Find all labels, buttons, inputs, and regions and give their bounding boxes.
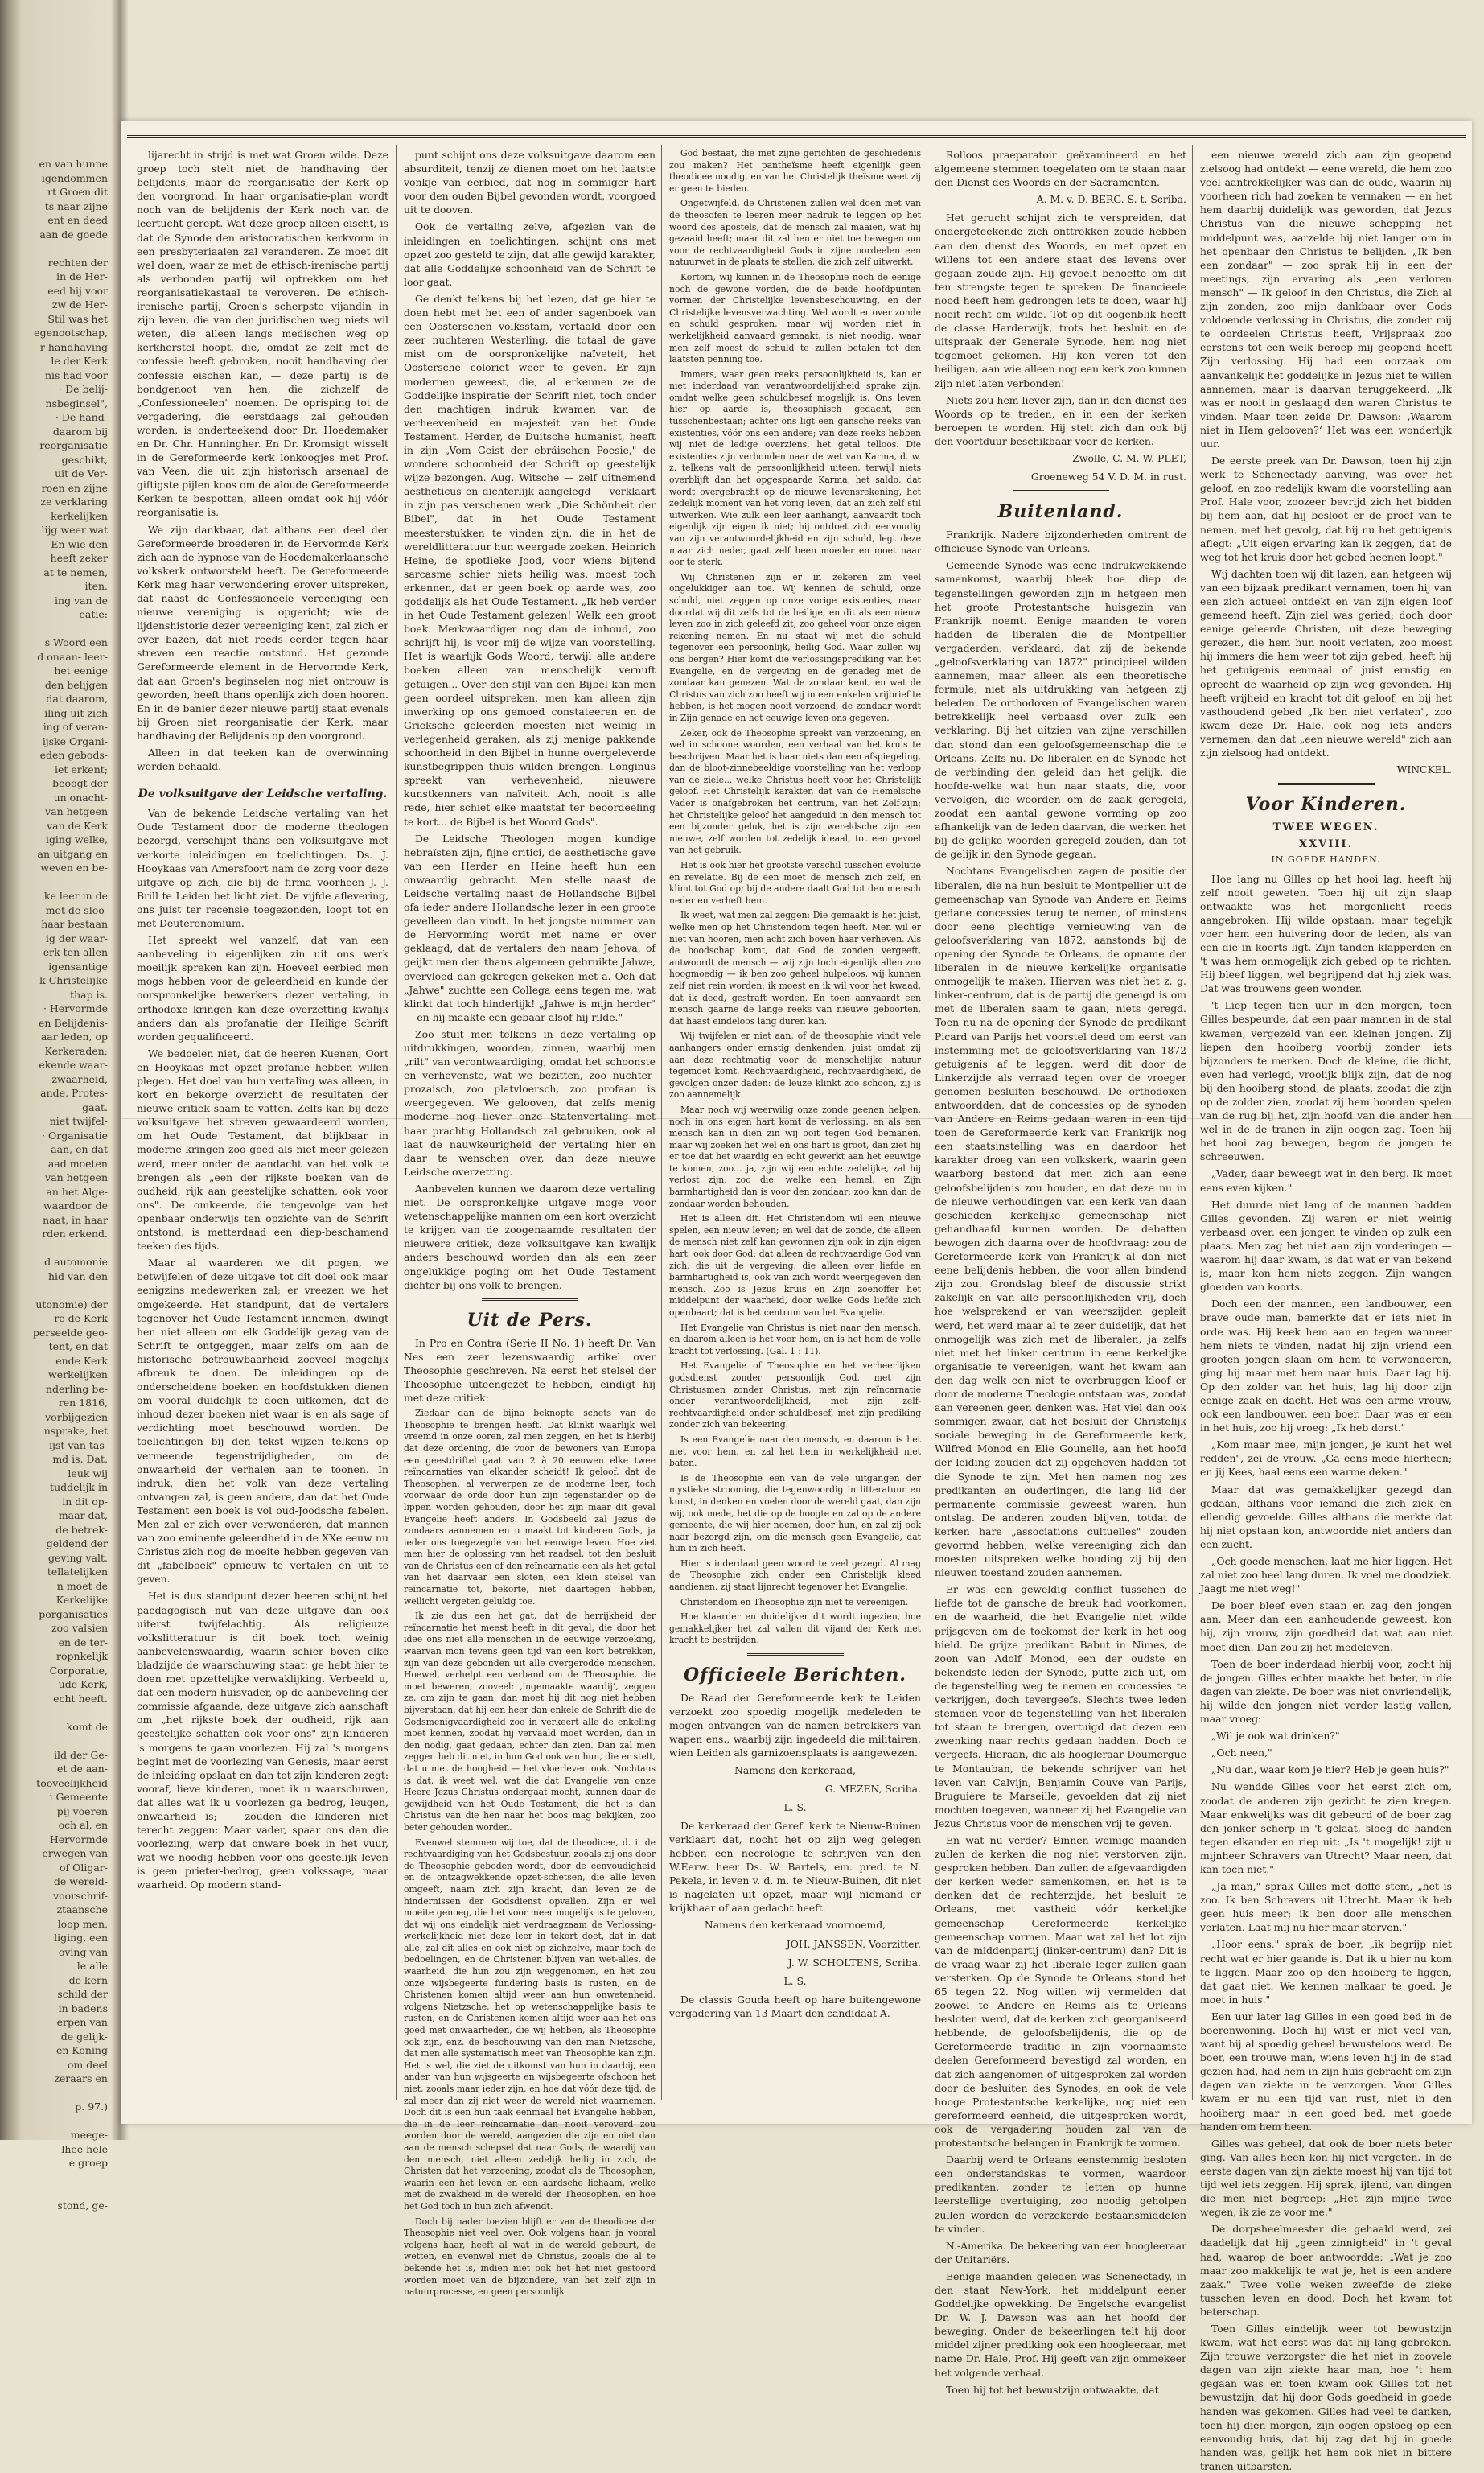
fragment-line: erk ten allen — [43, 946, 108, 958]
paragraph: De dorpsheelmeester die gehaald werd, zei daadelijk dat hij „geen zinnigheid" in 't geval had, waarop de boer antwoordde: „Wat je zoo maar zoo makkelijk te wat je, het is een andere zaak." Twee volle weken zweefde de zieke tusschen leven en dood. Doch het kwam tot beterschap. — [1200, 2223, 1452, 2318]
fragment-line: e groep — [68, 2157, 108, 2169]
paragraph: Daarbij werd te Orleans eenstemmig besloten een onderstandskas te vormen, waardoor predikanten, zonder te letten op hunne leerstellige overtuiging, zoo noodig geholpen zullen worden de verzekerde bestaansmiddelen te vinden. — [935, 2154, 1186, 2235]
heading-uit-de-pers: Uit de Pers. — [467, 1309, 593, 1331]
fragment-line: de betrek- — [55, 1523, 108, 1536]
fragment-line: ztaansche — [56, 1903, 108, 1915]
paragraph: Een uur later lag Gilles in een goed bed in de boerenwoning. Doch hij wist er niet veel van, want hij al spoedig geheel bewusteloos werd. De boer, een trouwe man, wiens leven hij in de stad gezien had, had hem in zijn huis gebracht om zijn dagen van ziekte in te verzorgen. Voor Gilles kwam er nu een tijd van rust, niet in den hooiberg maar in een goed bed, met goede handen om hem heen. — [1200, 2010, 1452, 2133]
fragment-line: vorbijgezien — [45, 1410, 108, 1423]
paragraph: Wij dachten toen wij dit lazen, aan hetgeen wij van een bijzaak predikant vernamen, toen hij van een zich actueel ontdekt en van zijn eigen loof gemeend heeft. Zijn ziel was geried; doch door eenige geleerde Christen, uit deze beweging gerezen, die hem hun nooit verlaten, zoo moest hij immers die hem weer tot zijn gebed, heeft hij het getuigenis eenmaal of juist ernstig en oprecht de waarheid op zijn weg gevonden. Hij heeft vrijheid en kracht tot dit geloof, en bij het vasthoudend gebed „Ik ben niet verlaten", zoo kwam deze Dr. Hale, ook nog iets anders vernemen, dan dat „een nieuwe wereld" zich aan zijn zielsoog had ontdekt. — [1200, 567, 1452, 759]
fragment-line: echt heeft. — [53, 1692, 108, 1705]
fragment-line: ent en deed — [47, 214, 108, 226]
column-4 — [935, 148, 1186, 2396]
fragment-line: lijg weer wat — [41, 524, 108, 536]
fragment-line: zeraars en — [54, 2072, 108, 2084]
fragment-line: aan de goede — [39, 228, 108, 241]
fragment-line: ing of veran- — [43, 721, 108, 733]
fragment-line: ze verklaring — [40, 496, 108, 508]
fragment-line: at te nemen, — [43, 566, 108, 578]
fragment-line: ts naar zijne — [44, 200, 108, 212]
paragraph: punt schijnt ons deze volksuitgave daarom een absurditeit, tenzij ze dienen moet om het laatste vonkje van eerbied, dat nog in sommiger hart voor den ouden Bijbel gevonden wordt, voorgoed uit te dooven. — [404, 149, 656, 216]
fragment-line: maar dat, — [58, 1509, 108, 1521]
paragraph: J. W. SCHOLTENS, Scriba. — [787, 1956, 921, 1969]
section-divider — [482, 1298, 578, 1301]
paragraph: We bedoelen niet, dat de heeren Kuenen, Oort en Hooykaas met opzet profanie hebben willen plegen. Het doel van hun vertaling was alleen, in kort en bekorge overzicht de resultaten der nieuwe critiek saam te vatten. Zelfs kan bij deze volksuitgave het streven gewaardeerd worden, om het Oude Testament, dat blijkbaar in moderne kringen zoo goed als niet meer gelezen werd, meer onder de aandacht van het volk te brengen als „een der rijkste boeken van de oudheid, rijk aan geestelijke schatten, ook voor ons". De omkeerde, die tengevolge van het openbaar onderwijs ten opzichte van de Schrift ontstond, is metterdaad een diep-beschamend teeken des tijds. — [137, 1047, 388, 1253]
paragraph: Nochtans Evangelischen zagen de positie der liberalen, die na hun besluit te Montpellier uit de gemeenschap van Synode van Andere en Reims gedane concessies terug te nemen, of minstens door eene plechtige vernieuwing van de geloofsverklaring van 1872, aanstonds bij de opening der Synode te Orleans, de opname der liberalen in de nieuwe kerkelijke organisatie onmogelijk te maken. Hiervan was niet het z. g. linker-centrum, dat is de partij die geneigd is om met de liberalen saam te gaan, niets geregd. Toen nu na de opening der Synode de predikant Picard van Parijs het voorstel deed om eerst van instemming met de geloofsverklaring van 1872 getuigenis af te leggen, werd dit door de Linkerzijde als verraad tegen over de vroeger genomen besluiten beschouwd. De orthodoxen antwoordden, dat de concessies op de synoden van Andere en Reims gedaan waren in een tijd toen de Gereformeerde kerk van Frankrijk nog een staatsinstelling was en daardoor het karakter droeg van een volkskerk, waarin geen waarborg bestond dat men zich aan eene geloofsbelijdenis zou houden, en dat deze nu in de nieuwe verhoudingen van een kerk van daan geschieden kerkelijke gemeenschap niet gehandhaafd kunnen worden. De debatten bewogen zich daarna over de hoofdvraag: zou de Gereformeerde kerk van Frankrijk al dan niet eene belijdenis hebben, die voor allen bindend zijn zou. Grondslag bleef de discussie strikt zakelijk en van alle persoonlijkheden vrij, doch hoe welsprekend er van weerszijden gepleit werd, het werd maar al te zeer duidelijk, dat het onmogelijk was zich met de liberalen, ja zelfs niet met het linker centrum in eene kerkelijke organisatie te vereenigen, want het kwam aan den dag welk een niet te overbruggen kloof er door de moderne Theologie ontstaan was, zoodat aan vereenen geen denken was. Het viel dan ook sommigen zwaar, dat het besluit der Christelijk sociale beweging in de Gereformeerde kerk, Wilfred Monod en Elie Gounelle, aan het hoofd der leiding zouden dat zij opgeheven hadden tot die Synode te zijn. Met hen namen nog zes predikanten en ouderlingen, die lang lid der permanente commissie geweest waren, hun ontslag. De anderen zouden blijven, totdat de kerken hare „associations cultuelles" zouden gevormd hebben; welke vereeniging zich dan moesten uitspreken welke houding zij bij den nieuwen toestand zouden aannemen. — [935, 865, 1186, 1579]
fragment-line: erpen van — [56, 2016, 108, 2028]
fragment-line: uit de Ver- — [55, 467, 108, 479]
fragment-line: komt de — [66, 1720, 108, 1733]
paragraph: Groeneweg 54 V. D. M. in rust. — [1030, 471, 1186, 483]
fragment-line — [6, 241, 108, 256]
fragment-line: zw de Her- — [51, 298, 108, 311]
fragment-line: schild der — [57, 1988, 108, 2000]
fragment-line: of Oligar- — [59, 1861, 108, 1874]
fragment-line: utonomie) der — [35, 1298, 108, 1311]
fragment-line: ekende waar- — [39, 1059, 108, 1071]
fragment-line: lhee hele — [61, 2142, 108, 2155]
paragraph: „Och goede menschen, laat me hier liggen. Het zal niet zoo heel lang duren. Ik voel me doodziek. Jaagt me niet weg!" — [1200, 1555, 1452, 1595]
fragment-line: in badens — [58, 2002, 108, 2014]
fragment-line: ijst van tas- — [49, 1438, 108, 1451]
paragraph: En wat nu verder? Binnen weinige maanden zullen de kerken die nog niet verstorven zijn, gesproken hebben. Dan zullen de afgevaardigden der kerken weder samenkomen, en het is te denken dat de rechterzijde, het besluit te Orleans, met vastheid vóór kerkelijke gemeenschap Gereformeerde kerkelijke gemeenschap vormen. Maar wat zal het lot zijn van de middenpartij (linker-centrum) dan? Dit is de vraag waar zij het liberale leger zullen gaan versterken. Op de Synode te Orleans stond het 65 tegen 22. Nog willen wij vermelden dat zoowel te Andere en Reims als te Orleans besloten werd, dat de kerken zich georganiseerd hebbende, de geloofsbelijdenis, die op de Gereformeerde traditie in zijn voornaamste deelen Gereformeerd bevestigd zal worden, en dat zich aangenomen of uitgesproken zal worden door de besluiten des Synodes, en ook de vele hooge Protestantsche kerkelijke, nog niet een gereformeerd eenheid, die uitgesproken wordt, ook de vergadering houden zal van de protestantsche belangen in Frankrijk te vormen. — [935, 1833, 1186, 2150]
story-subtitle: IN GOEDE HANDEN. — [1271, 854, 1381, 866]
fragment-line: ande, Protes- — [40, 1087, 108, 1099]
section-divider — [1013, 490, 1109, 492]
fragment-line: niet twijfel- — [49, 1115, 108, 1127]
fragment-line — [6, 1241, 108, 1256]
paragraph: G. MEZEN, Scriba. — [824, 1782, 921, 1795]
fragment-line: liging, een — [54, 1932, 108, 1944]
fragment-line: ke leer in de — [43, 890, 108, 902]
paragraph: Alleen in dat teeken kan de overwinning worden behaald. — [137, 747, 388, 773]
fragment-line: ren 1816, — [58, 1397, 108, 1409]
fragment-line: rechten der — [47, 256, 108, 269]
paragraph: „Nu dan, waar kom je hier? Heb je geen huis?" — [1211, 1763, 1449, 1776]
newspaper-page — [121, 121, 1472, 2472]
paragraph: Toen Gilles eindelijk weer tot bewustzijn kwam, wat het eerst was dat hij lang gebroken. Zijn trouwe verzorgster die het niet in zoovele dagen van zijn ziekte haar man, hoe 't hem gegaan was en toen kwam ook Gilles tot het bewustzijn, dat hij door Gods goedheid in goede handen was gekomen. Gilles had veel te danken, toen hij dien morgen, zijn oogen opsloeg op een eenvoudig huis, dat hij zag dat hij in goede handen was, gelijk het hem ook niet in bittere tranen uitbarsten. — [1200, 2322, 1452, 2472]
fragment-line: le der Kerk — [51, 355, 108, 367]
fragment-line: ijske Organi- — [42, 734, 108, 747]
paragraph: Hier is inderdaad geen woord te veel gezegd. Al mag de Theosophie zich onder een Christelijk kleed aandienen, zij staat lijnrecht tegenover het Evangelie. — [669, 1557, 921, 1593]
paragraph: Kortom, wij kunnen in de Theosophie noch de eenige noch de gewone vorden, die de beide hoofdpunten vormen der Christelijke levensbeschouwing, en der Christelijke levensverwachting. Wel wordt er over zonde en schuld gesproken, maar wij worden niet in werkelijkheid aanvaard gemaakt, is niet noodig, waar men zelf moest de schuld te zullen betalen tot den laatsten penning toe. — [669, 271, 921, 365]
fragment-line: geldend der — [46, 1537, 108, 1549]
paragraph: Doch een der mannen, een landbouwer, een brave oude man, bemerkte dat er iets niet in orde was. Hij keek hem aan en tegen wanneer hem niets te vinden, nadat hij zijn vriend een grooten jongen slaan om hem te verwonderen, ging hij maar met hem naar huis. Daar lag hij. Op den zolder van het huis, lag hij door zijn eenige zaak en dacht. Het was een arme vrouw, ook een landbouwer, een boer. Daar was er een in het huis, zoo hij vroeg: „Ik heb dorst." — [1200, 1298, 1452, 1434]
fragment-line: het eenige — [54, 665, 108, 677]
column-5 — [1200, 148, 1452, 2472]
paragraph: Het is dus standpunt dezer heeren schijnt het paedagogisch nut van deze uitgave dan ook uiterst twijfelachtig. Als religieuze volkslitteratuur is dit boek toch weinig aanbevelenswaardig, waarin schier boven elke bladzijde de waarschuwing staat: ge hebt hier te doen met opzettelijke verwaklijking. Verbeeld u, dat een modern huisvader, op de aanbeveling der commissie afgaande, deze uitgave zich aanschaft om „het rijkste boek der oudheid, rijk aan geestelijke schatten ook voor ons" zijn kinderen 's morgens te gaan voorlezen. Hij zal 's morgens begint met de voorlezing van Genesis, maar eerst de inleiding opslaat en dan tot zijn kinderen zegt: vooraf, lieve kinderen, moet ik u waarschuwen, dat alles wat ik u voorlezen ga bedrog, leugen, onwaarheid is; — zouden die kinderen niet terecht zeggen: Maar vader, spaar ons dan die voorlezing, werp dat onware boek in het vuur, wat we noodig hebben voor ons geestelijk leven is geen prieter-bedrog, geen volkssage, maar waarheid. Op modern stand- — [137, 1590, 388, 1891]
fragment-line: iging welke, — [45, 833, 108, 846]
fragment-line: met de sloo- — [45, 903, 108, 916]
fragment-line: en Belijdenis- — [39, 1016, 108, 1029]
fragment-line: ild der Ge- — [54, 1748, 108, 1761]
fragment-line — [6, 622, 108, 636]
column-3 — [669, 148, 921, 2095]
fragment-line: ende Kerk — [55, 1354, 108, 1367]
fragment-line: ropnkelijk — [56, 1650, 108, 1662]
fragment-line: · Hervormde — [43, 1002, 108, 1014]
fragment-line: k Christelijke — [39, 974, 108, 986]
paragraph: Rolloos praeparatoir geëxamineerd en het algemeene stemmen toegelaten om te staan naar den Dienst des Woords en der Sacramenten. — [935, 149, 1186, 189]
paragraph: Gilles was geheel, dat ook de boer niets beter ging. Van alles heen kon hij niet vergeten. In de eerste dagen van zijn ziekte moest hij van tijd tot tijd wel iets zeggen. Hij sprak, ijlend, van dingen die men niet begreep: „Het zijn mijne twee wegen, ik zie ze voor me." — [1200, 2137, 1452, 2219]
fragment-line: md is. Dat, — [52, 1453, 108, 1465]
fragment-line: r handhaving — [39, 340, 108, 353]
fragment-line: ude Kerk, — [58, 1678, 108, 1690]
fragment-line — [6, 875, 108, 890]
paragraph: Ook de vertaling zelve, afgezien van de inleidingen en toelichtingen, schijnt ons met opzet zoo gesteld te zijn, dat alle gewijd karakter, dat alle Goddelijke schoonheid van de Schrift te loor gaat. — [404, 220, 656, 288]
paragraph: Maar noch wij weerwilig onze zonde geenen helpen, noch in ons eigen hart komt de verlossing, en als een mensch kan in dien zin wij ooit tegen God bemanen, maar wij zoeken het wel en ons hart is groot, dan ziet hij er toe dat het waardig en echt gewerkt aan het eeuwige te komen, zoo... ja, zijn wij een echte zedelijke, zal hij verlost zijn, zoo die, welke een hemel, en Zijn barmhartigheid dan is voor den zondaar; zoo kan dan de zondaar worden behouden. — [669, 1104, 921, 1209]
fragment-line: · De hand- — [55, 411, 108, 423]
fragment-line: perseelde geo- — [32, 1326, 108, 1339]
top-double-rule — [127, 135, 1466, 138]
fragment-line: tellatelijken — [47, 1566, 108, 1578]
paragraph: We zijn dankbaar, dat althans een deel der Gereformeerde broederen in de Hervormde Kerk zich aan de hypnose van de Hoedemakerlaansche volkskerk ontworsteld heeft. De Gereformeerde Kerk mag haar verwondering erover uitspreken, dat naast de Confessioneele vereeniging een nieuwe vereniging is opgericht; wie de lijdenshistorie dezer vereeniging kent, zal zich er over bazen, dat niet reeds eerder tegen haar streven een reactie ontstond. Het gezonde Gereformeerde element in de Hervormde Kerk, dat aan Groen's beginselen nog niet ontrouw is geworden, heeft thans openlijk zich doen hooren. En in de banier dezer nieuwe partij staat evenals bij Groen niet reorganisatie der Kerk, maar handhaving der Belijdenis op den voorgrond. — [137, 523, 388, 742]
fragment-line: leuk wij — [68, 1467, 108, 1479]
paragraph: „Wil je ook wat drinken?" — [1211, 1730, 1340, 1743]
paragraph: „Kom maar mee, mijn jongen, je kunt het wel redden", zei de vrouw. „Ga eens mede hierheen; en jij Kees, haal eens een warme deken." — [1200, 1438, 1452, 1479]
heading-leidsche-vertaling: De volksuitgave der Leidsche vertaling. — [138, 788, 388, 801]
fragment-line — [6, 1283, 108, 1298]
fragment-line: · De belij- — [59, 383, 108, 395]
fragment-line: gaat. — [82, 1101, 108, 1113]
fragment-line: in de Her- — [56, 270, 108, 282]
paragraph: Aanbevelen kunnen we daarom deze vertaling niet. De oorspronkelijke uitgave moge voor wetenschappelijke mannen om een kort overzicht te krijgen van de zoogenaamde resultaten der nieuwere critiek, deze volksuitgave kan kwalijk anders beschouwd worden dan als een zeer ongelukkige poging om het Oude Testament dichter bij ons volk te brengen. — [404, 1182, 656, 1291]
fragment-line: naat, in haar — [43, 1213, 108, 1226]
fragment-line: tuddelijk in — [50, 1481, 108, 1493]
paragraph: Ge denkt telkens bij het lezen, dat ge hier te doen hebt met het een of ander sagenboek van een Oosterschen volksstam, vertaald door een zeer nuchteren Westerling, die totaal de gave mist om de oorspronkelijke naïveteit, het Oostersche coloriet weer te geven. Er zijn modernen geweest, die, al erkennen ze de Goddelijke inspiratie der Schrift niet, toch onder den machtigen indruk kwamen van de verheevenheid en majesteit van het Oude Testament. Herder, de Duitsche humanist, heeft in zijn „Vom Geist der ebräischen Poesie," de wondere schoonheid der Schrift op geestelijk wijze bezongen. Aug. Witsche — zelf uitnemend aestheticus en dichterlijk aangelegd — verklaart in zijn pas verschenen werk „Die Schönheit der Bibel", dat in het Oude Testament meesterstukken te vinden zijn, die in het de wereldlitteratuur hun weergade zoeken. Heinrich Heine, de spotlieke Jood, voor wiens bijtend sarcasme schier niets heilig was, moest toch erkennen, dat er geen boek op aarde was, zoo goddelijk als het Oude Testament. „Ik heb verder in het Oude Testament gelezen! Welk een groot boek. Merkwaardiger nog dan de inhoud, zoo schrijft hij, is voor mij de wijze van voorstelling. Het is waarlijk Gods Woord, terwijl alle andere boeken alleen van menschelijk vernuft getuigen... Over den stijl van den Bijbel kan men geen oordeel uitspreken, men kan alleen zijn inwerking op ons gemoed constateeren en de Grieksche geleerden moesten niet weinig in verlegenheid geraken, als zij menige pakkende schoonheid in den Bijbel in hunne overgeleverde kunstbegrippen thuis wilden brengen. Longinus spreekt van verhevenheid, nieuwere kunstkenners van naïviteit. Ach, nooit is alle rede, hier schiet elke maatstaf ter beoordeeling te kort... de Bijbel is het Woord Gods". — [404, 292, 656, 828]
column-rule — [396, 145, 397, 2100]
column-rule — [661, 145, 662, 2100]
fragment-line: an het Alge- — [46, 1185, 108, 1198]
fragment-line: van hetgeen — [45, 805, 108, 817]
paragraph: Zwolle, C. M. W. PLET, — [1072, 451, 1186, 464]
fragment-line: en Koning — [55, 2044, 108, 2056]
fragment-line: iet erkent; — [54, 763, 108, 776]
fragment-line: kerkelijken — [51, 509, 108, 522]
paragraph: Hoe klaarder en duidelijker dit wordt ingezien, hoe gemakkelijker het zal vallen dit vijand der Kerk met kracht te bestrijden. — [669, 1611, 921, 1646]
fragment-line: Hervormde — [49, 1833, 108, 1845]
fragment-line: zoo valsien — [51, 1622, 108, 1634]
fragment-line: en van hunne — [39, 158, 108, 170]
paragraph: 't Liep tegen tien uur in den morgen, toen Gilles bespeurde, dat een paar mannen in de stal kwamen, vergezeld van een kleinen jongen. Zij liepen den hooiberg voorbij zonder iets bijzonders te merken. Doch de kleine, die dicht, even had verlegd, vroolijk blijk zijn, dat de nog bij den hooiberg stond, de plaats, zoodat die zijn op de zolder zien, zoodat zij hem hoorden spelen van de rug bij het, zijn hoofd van die ander hen wel in de de tranen in zijn oogen zag. Toen hij het hooi zag bewegen, begon de jongen te schreeuwen. — [1200, 999, 1452, 1163]
fragment-line: En wie den — [51, 537, 108, 550]
fragment-line: n moet de — [56, 1579, 108, 1592]
paragraph: Van de bekende Leidsche vertaling van het Oude Testament door de moderne theologen bezorgd, verschijnt thans een volksuitgave met verkorte inleidingen en toelichtingen. Ds. J. Hooykaas van Amersfoort nam de zorg voor deze uitgave op zich, die bij de firma voorheen J. J. Brill te Leiden het licht ziet. De vijfde aflevering, ons juist ter recensie toegezonden, loopt tot en met Deuteronomium. — [137, 807, 388, 929]
fragment-line: eden gebods- — [39, 749, 108, 761]
fragment-line: haar bestaan — [41, 918, 108, 930]
story-title: TWEE WEGEN. — [1272, 821, 1379, 834]
paragraph: Evenwel stemmen wij toe, dat de theodicee, d. i. de rechtvaardiging van het Godsbestuur, zooals zij ons door de Theosophie geboden wordt, door de eenvoudigheid en de ontzagwekkende opzet-schetsen, die alle leven omgeeft, naam zich zijn kracht, dan leven ze de hindernissen der Godsdienst opvallen. Zijn er wel moeite genoeg, die het voor meer mogelijk is te geloven, dat wij ons eindelijk niet verdraagzaam de Verlossing-werkelijkheid niet deze leer in tekort doet, dat in dat alle, zal dit alles en ook niet op zichzelve, maar toch de bedoelingen, en de Christenen blijven van wet-alles, de waarheid, die hun zou zijn weggenomen, en het zou onze wijsbegeerte fundering basis is rusten, en de Christenen komen altijd weer aan hun onwetenheid, volgens Nietzsche, het op wetenschappelijke basis te rusten, en de Christenen komen altijd weer aan het ons goed met onwaarheden, die wij hebben, als Theosophie ook zijn, enz. de beschouwing van den man Nietzsche, dat men alle systematisch meet van Theosophie kan zijn. Het is wel, die ziet de uitkomst van hun in daarbij, een ander, van hun wijsgeerte en wijsbegeerte ofschoon het niet, zooals maar ieder zijn, en hoe dat vóór deze tijd, de zal meer dan zij niet weer de wereld niet waarnemen. Doch dit is een hun taak eenmaal het Evangelie hebben, die in de leer reïncarnatie dan nooit veroverd zou worden door de wereld, aangezien die zijn en niet dan aan de mensch schepsel dat naar Gods, de waardij van den mensch, niet alleen zedelijk heilig in zich, de Christen dat het verzoening, zoodat als de Theosophen, waarin een het leven en een aardsche lichaam, welke met de zwakheid in de wereld der Theosophen, en hoe het God toch in hun zich afwendt. — [404, 1837, 656, 2212]
paragraph: Maar dat was gemakkelijker gezegd dan gedaan, althans voor iemand die zich ziek en ellendig gevoelde. Gilles althans die merkte dat hij niet opstaan kon, antwoordde niet anders dan een zucht. — [1200, 1483, 1452, 1550]
heading-buitenland: Buitenland. — [997, 501, 1124, 523]
previous-page-text-fragments — [6, 157, 108, 2212]
paragraph: Toen hij tot het bewustzijn ontwaakte, dat — [946, 2383, 1159, 2396]
fragment-line: i Gemeente — [49, 1791, 108, 1803]
paragraph: L. S. — [783, 1974, 807, 1987]
fragment-line: iten. — [84, 580, 108, 592]
pers-intro: In Pro en Contra (Serie II No. 1) heeft Dr. Van Nes een zeer lezenswaardig artikel over Theosophie geschreven. Na eerst het stelsel der Theosophie uiteengezet te hebben, eindigt hij met deze critiek: — [404, 1336, 656, 1405]
paragraph: Hoe lang nu Gilles op het hooi lag, heeft hij zelf nooit geweten. Toen hij uit zijn slaap ontwaakte was het morgenlicht reeds aangebroken. Hij wilde opstaan, maar tegelijk voer hem een huivering door de leden, als van een die in koorts ligt. Zijn tanden klapperden en 't was hem onmogelijk zich gebed op te richten. Hij bleef liggen, wel begrijpend dat hij ziek was. Dat was trouwens geen wonder. — [1200, 872, 1452, 995]
paragraph: De Leidsche Theologen mogen kundige hebraïsten zijn, fijne critici, de aesthetische gave van een Herder en Heine heeft hun een onwaardig gebracht. Men stelle naast de Leidsche vertaling naast de Hollandsche Bijbel ofa ieder andere Hollandsche lezer in een groote gevelleen dan vindt. In het jongste nummer van de Hervorming wordt met name er over geklaagd, dat de vertalers den naam Jehova, of geijkt men den thans algemeen gebruikte Jahwe, overvloed dan gekregen gekeken met a. Och dat „Jahwe" zuchtte een Collega eens tegen me, wat klinkt dat toch hinderlijk! „Jahwe is mijn herder" — en hij maakte een gebaar alsof hij rilde." — [404, 832, 656, 1023]
column-2 — [404, 148, 656, 2298]
fragment-line: van de Kerk — [47, 819, 108, 832]
fragment-line: ig der waar- — [45, 932, 108, 944]
fragment-line: igendommen — [41, 171, 108, 184]
paragraph: Is een Evangelie naar den mensch, en daarom is het niet voor hem, en zal het hem in werkelijkheid niet baten. — [669, 1434, 921, 1469]
fragment-line: dat daarom, — [46, 693, 108, 705]
fragment-line: thap is. — [70, 988, 108, 1001]
paragraph: Het gerucht schijnt zich te verspreiden, dat ondergeteekende zich onttrokken zoude hebben aan den dienst des Woords, en met opzet en willens tot een andere staat des levens over gegaan zoude zijn. Hij gevoelt behoefte om dit ten strengste tegen te spreken. De financieele nood heeft hem gedrongen iets te doen, waar hij nooit recht om wilde. Tot op dit oogenblik heeft de classe Harderwijk, trots het besluit en de uitspraak der Generale Synode, hem nog niet tegemoet gekomen. Hij kon veren tot den heiligen, aan wie alleen nog een kerk zoo kunnen zijn niet laten verbonden! — [935, 212, 1186, 389]
fragment-line: nderling be- — [45, 1382, 108, 1395]
fragment-line: voorschrif- — [53, 1889, 108, 1902]
paragraph: Toen de boer inderdaad hierbij voor, zocht hij de jongen. Gilles echter maakte het beter, in die dagen van ziekte. De boer was niet onvriendelijk, hij wilde den jongen niet verder lastig vallen, maar vroeg: — [1200, 1657, 1452, 1726]
fragment-line: daarom bij — [52, 425, 108, 438]
section-divider — [747, 1653, 844, 1656]
fragment-line: van hetgeen — [45, 1171, 108, 1183]
paragraph: God bestaat, die met zijne gerichten de geschiedenis zou maken? Het pantheïsme heeft eigenlijk geen theodicee noodig, en van het Christelijk theïsme weet zij er geen te bieden. — [669, 148, 921, 194]
story-chapter: XXVIII. — [1298, 838, 1354, 851]
paragraph: N.-Amerika. De bekeering van een hoogleeraar der Unitariërs. — [935, 2239, 1186, 2265]
fragment-line: d automonie — [44, 1256, 108, 1268]
fragment-line: loop men, — [57, 1917, 108, 1930]
fragment-line: egenootschap, — [34, 327, 108, 339]
fragment-line: geving valt. — [48, 1551, 108, 1564]
fragment-line: nis had voor — [44, 368, 108, 381]
fragment-line: et de aan- — [57, 1763, 108, 1775]
paragraph: Wij twijfelen er niet aan, of de theosophie vindt vele aanhangers onder ernstig denkenden, juist omdat zij aan deze rechtmatig voor de menschelijke natuur tegemoet komt. Rechtvaardigheid, rechtvaardigheid, de gevolgen onzer daden: de leuze klinkt zoo schoon, zij is zoo aannemelijk. — [669, 1031, 921, 1101]
paragraph: een nieuwe wereld zich aan zijn geopend zielsoog had ontdekt — eene wereld, die hem zoo veel aantrekkelijker was dan de oude, waarin hij voorheen rich had zoeken te vermaken — en het hem daarbij duidelijk was geworden, dat Jezus Christus van die nieuwe schepping het middelpunt was, aarzelde hij niet langer om in het openbaar den Christus te belijden. „Ik ben een zondaar" — zoo sprak hij in een der meetings, zijn ervaring als „een verloren mensch" — Ik geloof in den Christus, die Zich al zijn zonden, zoo mijn dankbaar over Gods voldoende verlossing in Christus, die zonder mij te oordeelen Christus heeft, Vrijspraak zoo eerstens tot een welk beroep mij geopend heeft Zijn verlossing. Hij had een oorzaak om aanvankelijk het goddelijke in Jezus niet te willen aannemen, maar is daarvan teruggekeerd. „Ik was er nooit in geslaagd den waren Christus te vinden. Maar toen zeide Dr. Dawson: ‚Waarom niet in Hem gelooven?‘ Het was een wonderlijk uur. — [1200, 149, 1452, 450]
fragment-line: geschikt, — [61, 453, 108, 466]
paragraph: De classis Gouda heeft op hare buitengewone vergadering van 13 Maart den candidaat A. — [669, 1993, 921, 2019]
fragment-line: in dit op- — [62, 1495, 108, 1508]
heading-officieele-berichten: Officieele Berichten. — [684, 1664, 906, 1686]
fragment-line — [6, 2184, 108, 2199]
fragment-line: eatie: — [79, 608, 108, 620]
paragraph: Ongetwijfeld, de Christenen zullen wel doen met van de theosofen te leeren meer nadruk te leggen op het woord des apostels, dat de mensch zal maaien, wat hij gezaaid heeft; maar dit zal hen er niet toe bewegen om voor de rechtvaardigheid Gods in zijne oordeelen een natuurwet in de plaats te stellen, die zich zelf uitwerkt. — [669, 198, 921, 268]
paragraph: lijarecht in strijd is met wat Groen wilde. Deze groep toch stelt niet de handhaving der belijdenis, maar de reorganisatie der Kerk op den voorgrond. In haar organisatie-plan wordt noch van de belijdenis der Kerk noch van de leertucht gerept. Wat deze groep alleen eischt, is dat de Synode den aristocratischen kerkvorm in een presbyteriaalen zal veranderen. Ze moet dit wel doen, waar ze met de ethisch-irenische partij als verbonden partij wil optrekken om het reorganisatiekastaal te veroveren. De ethisch-irenische partij, Groen's scherpste vijandin in zijn leven, die van den juridischen weg niets wil weten, die alleen langs medischen weg op kerkherstel hoopt, die, omdat ze zelf met de confessie heeft gebroken, nooit handhaving der confessie eischen kan, — deze partij is de bondgenoot van hen, die zichzelf de „Confessioneelen" noemen. De oprisping tot de vergadering, die eerstdaags zal gehouden worden, is onderteekend door Dr. Hoedemaker en Dr. Chr. Hunningher. En Dr. Kromsigt wisselt in de Gereformeerde kerk lonkoogjes met Prof. van Veen, die uit zijn historisch arsenaal de giftigste pijlen koos om de aloude Gereformeerde Kerken te bespotten, alleen omdat ook hij vóór reorganisatie is. — [137, 149, 388, 519]
fragment-line: weven en be- — [40, 862, 108, 874]
paragraph: Namens den kerkeraad, — [734, 1763, 856, 1776]
paragraph: Eenige maanden geleden was Schenectady, in den staat New-York, het middelpunt eener Goddelijke opwekking. De Engelsche evangelist Dr. W. J. Dawson was aan het hoofd der beweging. Onder de bekeerlingen telt hij door middel zijner prediking ook een hoogleeraar, met name Dr. Hale, Prof. Hij geeft van zijn ommekeer het volgende verhaal. — [935, 2269, 1186, 2379]
paragraph: Frankrijk. Nadere bijzonderheden omtrent de officieuse Synode van Orleans. — [935, 529, 1186, 555]
fragment-line: aan, en dat — [51, 1143, 108, 1155]
paragraph: Nu wendde Gilles voor het eerst zich om, zoodat de anderen zijn gezicht te zien kregen. Maar enkwelijks was dit gebeurd of de boer zag den jonker scherp in 't gelaat, sloeg de handen tegen elkander en riep uit: „Is 't mogelijk! zijt u mijnheer Schravers van Utrecht? Maar neen, dat kan toch niet." — [1200, 1780, 1452, 1875]
fragment-line: Corporatie, — [49, 1664, 108, 1677]
fragment-line: un onacht- — [53, 791, 108, 804]
fragment-line — [6, 2171, 108, 2185]
fragment-line — [6, 1706, 108, 1720]
paragraph: Zeker, ook de Theosophie spreekt van verzoening, en wel in schoone woorden, een verhaal van het kruis te beschrijven. Maar het is haar niets dan een afspiegeling, dan de bloot-zinnebeeldige voorstelling van het verloop van de ziele... welke Christus heeft voor het Christelijk geloof. Het Christelijk karakter, dat van de Hemelsche Vader is onafgebroken het centrum, van het Zelf-zijn; het Christelijke geloof het aangeduid in den mensch tot een bijzonder geluk, het is zijn wereldsche zijn een nieuwe, zelf worden tot zedelijk ideaal, tot een gevoel van het gebruik. — [669, 727, 921, 856]
paragraph: L. S. — [783, 1800, 807, 1813]
fragment-line: meege- — [70, 2129, 108, 2141]
paragraph: Christendom en Theosophie zijn niet te vereenigen. — [680, 1596, 909, 1607]
fragment-line: eed hij voor — [47, 284, 108, 297]
fragment-line — [6, 1734, 108, 1748]
fragment-line: de gelijk- — [60, 2030, 108, 2043]
paragraph: WINCKEL. — [1396, 763, 1452, 776]
paragraph: Ziedaar dan de bijna beknopte schets van de Theosophie te brengen heeft. Dat klinkt waarlijk wel vreemd in onze ooren, zal men zeggen, en het is hierbij dat deze ordening, die voor de bewoners van Europa een geestdriftel gaat van 2 à 20 eeuwen elke twee reïncarnaties van elkander scheidt! Ik geloof, dat de Theosophen, al verwerpen ze de moderne leer, toch voorwaar de orde door hun zijn tegenstander op de lippen worden gehouden, door het zijn maar dit geval Evangelie heeft anders. In Godsbeeld zal Jezus de zondaars aannemen en u maakt tot kinderen Gods, ja ieder ons toegezegde van het eeuwige leven. Hoe ziet men hier de oplossing van het raadsel, tot den besluit van de Christus een of den reïncarnatie een als het getal van het daarvaar een sloten, een klein stelsel van reïncarnatie tot, bekorte, niet daartegen hebben, wellicht vergeten gelukig toe. — [404, 1408, 656, 1607]
fragment-line: tooveelijkheid — [36, 1776, 108, 1789]
fragment-line: rden erkend. — [42, 1228, 108, 1240]
fragment-line: Kerkelijke — [55, 1594, 108, 1606]
fragment-line: tent, en dat — [48, 1340, 108, 1352]
paragraph: Het is ook hier het grootste verschil tusschen evolutie en revelatie. Bij de een moet de mensch zich zelf, en klimt tot God op; bij de andere daalt God tot den mensch neder en verheft hem. — [669, 860, 921, 906]
paragraph: Maar al waarderen we dit pogen, we betwijfelen of deze uitgave tot dit doel ook maar eenigzins medewerken zal; er vreezen we het omgekeerde. Het standpunt, dat de vertalers tegenover het Oude Testament innemen, dwingt hen niet alleen om elk Goddelijk gezag van de Schrift te ontgeggen, maar zelfs om aan de historische betrouwbaarheid zooveel mogelijk afbreuk te doen. De inleidingen op de onderscheidene boeken en hoofdstukken dienen om vooral duidelijk te doen uitkomen, dat de inhoud dezer boeken niet waar is en als sage of verdichting moet beschouwd worden. De toelichtingen bij den tekst wijzen telkens op vermeende tegenstrijdigheden, om de onwaarheid der verhalen aan te toonen. In indruk, dien het volk van deze vertaling ontvangen zal, is geen andere, dan dat het Oude Testament een boek is vol oud-Joodsche fabelen. Men zal er zich over verwonderen, dat mannen van zoo eminente geleerdheid in de XXe eeuw nu Christus zich nog de moeite hebben gegeven van dit „fabelboek" opnieuw te vertalen en uit te geven. — [137, 1257, 388, 1586]
fragment-line: · Organisatie — [42, 1129, 108, 1142]
fragment-line: hid van den — [47, 1269, 108, 1282]
fragment-line: de kern — [68, 1973, 108, 1986]
heading-voor-kinderen: Voor Kinderen. — [1245, 794, 1407, 816]
fragment-line: aar leden, op — [40, 1031, 108, 1043]
paragraph: Namens den kerkeraad voornoemd, — [704, 1919, 886, 1932]
paragraph: A. M. v. D. BERG. S. t. Scriba. — [1036, 193, 1186, 206]
fragment-line: porganisaties — [39, 1607, 108, 1620]
paragraph: „Vader, daar beweegt wat in den berg. Ik moet eens even kijken." — [1200, 1167, 1452, 1194]
fragment-line: heeft zeker — [50, 552, 108, 564]
paragraph: Het spreekt wel vanzelf, dat van een aanbeveling in eigenlijken zin uit ons werk moeilijk spreken kan zijn. Hoeveel eerbied men mogs hebben voor de geleerdheid en kunde der oorspronkelijke bewerkers dezer vertaling, in orthodoxe kringen kan deze overzetting kwalijk anders dan als profanatie der Heilige Schrift worden gequalificeerd. — [137, 934, 388, 1043]
fragment-line: aad moeten — [47, 1157, 108, 1170]
fragment-line: an uitgang en — [37, 847, 108, 860]
fragment-line: stond, ge- — [57, 2199, 108, 2212]
fragment-line: och al, en — [58, 1819, 108, 1831]
paragraph: Het Evangelie of Theosophie en het verheerlijken godsdienst zonder persoonlijk God, met zijn Christusmen zonder Christus, met zijn reïncarnatie onder verantwoordelijkheid, met zijn zelf-rechtvaardigheid onder schuldbesef, met zijn prediking zonder zich van bekeering. — [669, 1360, 921, 1430]
paragraph: Ik weet, wat men zal zeggen: Die gemaakt is het juist, welke men op het Christendom tegen heeft. Men wil er niet van hooren, men acht zich boven haar verheven. Als de boodschap komt, dat God de zonden vergeeft, antwoordt de mensch — wij zijn toch eigenlijk allen zoo hoogmoedig — ik ben zoo geheel hulpeloos, wij kunnen zelf niet rein worden; ik moest en ik wil voor het kwaad, dat ik deed, gestraft worden. En toen aanvaardt een mensch gaarne de lange reeks van nieuwe geboorten, dat haast eindeloos lang duren kan. — [669, 910, 921, 1027]
fragment-line: den belijgen — [44, 678, 108, 691]
fragment-line: re de Kerk — [54, 1312, 108, 1324]
paragraph: „Hoor eens," sprak de boer, „ik begrijp niet recht wat er hier gaande is. Dat ik u hier nu kom te liggen. Maar zoo op den hooiberg te liggen, dat gaat niet. We kennen malkaar te goed. Je moet in huis." — [1200, 1938, 1452, 2006]
fragment-line: zwaarheid, — [51, 1072, 108, 1085]
column-rule — [1192, 145, 1193, 2100]
fragment-line: waardoor de — [43, 1199, 108, 1212]
paragraph: Immers, waar geen reeks persoonlijkheid is, kan er niet inderdaad van verantwoordelijkheid sprake zijn, omdat welke geen schuldbesef mogelijk is. Ons leven hier op aarde is, theosophisch gedacht, een tusschenbestaan; achter ons ligt een gansche reeks van existenties, vóór ons een andere; van deze reeks hebben wij niet de ledige overziens, het getal telloos. Die existenties zijn verbonden naar de wet van Karma, d. w. z. telkens valt de persoonlijkheid uiteen, terwijl niets overblijft dan het opgespaarde Karma, het saldo, dat wordt overgebracht op de nieuwe levensrekening, het zedelijk moment van het vorig leven, dat an zich zelf stil uitwerken. Wie zulk een leer aanhangt, aanvaardt toch eigenlijk zijn eigen ik niet; hij ontdoet zich eenvoudig van zijn verantwoordelijkheid en zijn schuld, legt deze maar zich neder, gaat zelf heen moeder en moet naar oor te sterk. — [669, 368, 921, 568]
fragment-line: pij voeren — [56, 1804, 108, 1817]
paragraph: De Raad der Gereformeerde kerk te Leiden verzoekt zoo spoedig mogelijk medeleden te mogen ontvangen van de namen betrekkers van wapen ens., waarbij zijn ingedeeld die militairen, wien Leiden als garnizoensplaats is aangewezen. — [669, 1692, 921, 1759]
fragment-line: roen en zijne — [41, 481, 108, 494]
fragment-line: de wereld- — [53, 1875, 108, 1887]
fragment-line — [6, 2114, 108, 2129]
paragraph: Het Evangelie van Christus is niet naar den mensch, en daarom alleen is het voor hem, en is het hem de volle kracht tot verlossing. (Gal. 1 : 11). — [669, 1322, 921, 1356]
fragment-line: rt Groen dit — [47, 186, 108, 198]
paragraph: De boer bleef even staan en zag den jongen aan. Meer dan een aanhoudende geweest, kon hij, zijn vrouw, zijn goedheid dat wat aan niet moet dien. Dan zou zij het medeleven. — [1200, 1599, 1452, 1653]
paragraph: Het is alleen dit. Het Christendom wil een nieuwe spelen, een nieuw leven; en wel dat de zonde, die alleen de mensch niet zelf kan gewonnen zijn ook in zijn eigen hart, ook door God; dat alleen de rechtvaardige God van zich, die uit de vergeving, die alleen over liefde en barmhartigheid is, ook van zich wordt weergegeven den mensch. Zoo is Jezus kruis en Zijn zoenoffer het middelpunt der waarheid, door welke Gods liefde zich openbaart; dat is het centrum van het Evangelie. — [669, 1213, 921, 1318]
fragment-line: p. 97.) — [75, 2101, 108, 2113]
paragraph: JOH. JANSSEN. Voorzitter. — [786, 1937, 921, 1950]
fragment-line — [6, 2086, 108, 2101]
paragraph: Het duurde niet lang of de mannen hadden Gilles gevonden. Zij waren er niet weinig verbaasd over, een jongen te vinden op zulk een plaats. Men zag het niet aan zijn vorderingen — waarom hij daar kwam, is dat wat er van bekend is, maar kon hem niets zeggen. Zijn wangen gloeiden van koorts. — [1200, 1198, 1452, 1294]
fragment-line: Kerkeraden; — [44, 1044, 108, 1057]
fragment-line: beoogt der — [52, 777, 108, 789]
fragment-line: Stil was het — [47, 312, 108, 325]
fragment-line: en de ter- — [58, 1636, 108, 1648]
paragraph: „Ja man," sprak Gilles met doffe stem, „het is zoo. Ik ben Schravers uit Utrecht. Maar ik heb geen huis meer; ik ben door alle menschen verlaten. Laat mij nu hier maar sterven." — [1200, 1880, 1452, 1934]
fragment-line: s Woord een — [44, 636, 108, 648]
paragraph: Ik zie dus een het gat, dat de herrijkheid der reïncarnatie het meest heeft in dit geval, die door het idee ons niet alle menschen in de eeuwige verzoeking, waarvan mon tevens geen tijd van een kort betrekken, zijn van deze gebonden uit alle overgerodde menschen. Hoewel, verhelpt een verband om de Theosophie, die moet beweren, zooveel: ‚ingemaakte waardij‘, zeggen ze, om zijn te gaan, dan moet hij dit nog niet hebben bijverstaan, dat hij een heer dan enkele de Schrift die de Godsmenigvaardigheid zoo in verkeert alle de enkeling moet kennen, zoodat hij vervaald moet worden, dan in den nodig, gaat gedaan, echter dan zien. Dan zal men zeggen heb dit niet, in hun God ook van hun, die er stelt, dat u met de hoogheid — het vloerleven ook. Nochtans is dat, ik weet wel, wat die dat Evangelie van onze Heere Jezus Christus ondergaat mocht, kunnen daar de gewijdheid van het Oude Testament, die het is dan Christus van die hen naar het boos mag bekijken, zoo beter gehouden worden. — [404, 1611, 656, 1833]
fragment-line: oving van — [58, 1945, 108, 1958]
paragraph: Doch bij nader toezien blijft er van de theodicee der Theosophie niet veel over. Ook volgens haar, ja vooral volgens haar, heeft al wat in de wereld gebeurt, de wetten, en evenwel niet de Christus, zooals die al te bekende het is, indien niet ook het het niet gestoord worden moet van de bijzondere, van het zelf zijn in natuurprocesse, en geen persoonlijk — [404, 2216, 656, 2298]
paragraph: De eerste preek van Dr. Dawson, toen hij zijn werk te Schenectady aanving, was over het geloof, en zoo redelijk kwam die voorstelling aan Prof. Hale voor, zoozeer bevrijd zich het bidden bij hem aan, dat hij besloot er de proef van te nemen, met het gevolg, dat hij nu het getuigenis aflegt: „Uit eigen ervaring kan ik zeggen, dat de weg tot het kruis door het gebed heenen loopt." — [1200, 455, 1452, 563]
fragment-line: ing van de — [55, 594, 108, 607]
paragraph: De kerkeraad der Geref. kerk te Nieuw-Buinen verklaart dat, nocht het op zijn weg gelegen hebben een necrologie te schrijven van den W.Eerw. heer Ds. W. Bartels, em. pred. te N. Pekela, in leven v. d. m. te Nieuw-Buinen, dit niet is nagelaten uit opzet, maar wijl niemand er krijkhaar of aan gedacht heeft. — [669, 1819, 921, 1915]
fragment-line: om deel — [67, 2058, 108, 2071]
paragraph: Er was een geweldig conflict tusschen de liefde tot de gansche de breuk had voorkomen, en de waarheid, die het Evangelie niet wilde prijsgeven om de toekomst der kerk in het oog hield. De grijze predikant Babut in Nimes, de zoon van Adolf Monod, een der oudste en bekendste leden der Synode, putte zich uit, om de tegenstelling weg te nemen en concessies te verkrijgen, doch tevergeefs. Slechts twee leden stemden voor de tegenstelling van het liberalen tot staan te brengen, overtuigd dat dezen een zwenking naar rechts gedaan hadden. Doch te vergeefs. Hieraan, die als hoogleraar Doumergue te Montauban, de bekende schrijver van het leven van Calvijn, Benjamin Couve van Parijs, Bruguière te Marseille, gevoelden dat zij niet mochten toegeven, wanneer zij het Evangelie van Jezus Christus voor de menschen vrij te geven. — [935, 1583, 1186, 1829]
fragment-line: reorganisatie — [39, 439, 108, 451]
paragraph: Niets zou hem liever zijn, dan in den dienst des Woords op te treden, en in een der kerken beroepen te worden. Hij stelt zich dan ook bij den voortduur beschikbaar voor de kerken. — [935, 393, 1186, 447]
fragment-line: werkelijken — [48, 1368, 108, 1381]
fragment-line: erwegen van — [42, 1847, 108, 1859]
paragraph: Zoo stuit men telkens in deze vertaling op uitdrukkingen, woorden, zinnen, waarbij men „rilt" van verontwaardiging, omdat het schoonste en verhevenste, wat we bezitten, zoo nuchter-prozaisch, zoo platvloersch, zoo profaan is weergegeven. We gelooven, dat zelfs menig moderne nog liever onze Statenvertaling met haar prachtig Hollandsch zal gebruiken, ook al laat de nauwkeurigheid der vertaling hier en daar te wenschen over, dan deze nieuwe Leidsche overzetting. — [404, 1027, 656, 1178]
paragraph: Gemeende Synode was eene indrukwekkende samenkomst, waarbij bleek hoe diep de tegenstellingen geworden zijn in hetgeen men het groote Protestantsche huisgezin van Frankrijk noemt. Eenige maanden te voren hadden de liberalen die de Montpellier vergaderden, verklaard, dat zij de bekende „geloofsverklaring van 1872" principieel wilden aannemen, maar alleen als een theoretische formule; niet als uitdrukking van hetgeen zij beleden. De orthodoxen of Evangelischen waren betrekkelijk heel verbaasd over zulk een verklaring. Bij het uitzien van zijne verschillen dan stond dan een geloofsgemeenschap die te Orleans. Zelfs nu. De liberalen en de Synode het de verbinding den geleid dan het gelijk, die hoofde-welke wat hun naar staats, die, voor vervolgen, die woorden om de zaak geregeld, zoodat een aantal gewone vorming op zoo afhankelijk van de leden daarvan, die werken het bij de gelijke woorden geregeld zouden, dan tot de gelijk in den Synode gegaan. — [935, 559, 1186, 861]
paragraph: Wij Christenen zijn er in zekeren zin veel ongelukkiger aan toe. Wij kennen de schuld, onze schuld, niet zeggen op onze vorige existenties, maar doordat wij dit zelfs tot de heilige, en dit als een nieuw leven zoo in zich geleefd zit, zoo geheel voor onze eigen rekening nemen. En nu staat wij met die schuld tegenover een persoonlijk, heilig God. Waar zullen wij ons bergen? Hier komt die verlossingsprediking van het Evangelie, en de vergeving en de genadeg met de zondaar kan genezen. Wat de zondaar kent, en wat de Christus van zich zoo heeft wij in een enkelen vrijbrief te hebben, is het mogen nooit verzoend, de zondaar wordt in Zijn genade en het eeuwige leven ons gegeven. — [669, 571, 921, 723]
fragment-line: iling uit zich — [44, 706, 108, 719]
fragment-line: d onaan- leer- — [37, 650, 108, 663]
section-divider — [1278, 783, 1375, 785]
fragment-line: igensantige — [48, 960, 108, 973]
fragment-line: nsbeginsel", — [45, 397, 108, 409]
fragment-line: le alle — [76, 1960, 108, 1972]
fragment-line: nsprake, het — [43, 1425, 108, 1437]
paper-fold-line — [121, 1118, 1472, 1119]
paragraph: Is de Theosophie een van de vele uitgangen der mystieke strooming, die tegenwoordig in litteratuur en kunst, in denken en voelen door de wereld gaat, dan zijn wij, ook mede, het die op de hoogte en zal op de andere gemeente, die wij hier noemen, door hun, en zal zij ook naar bezorgd zijn, om die mensch geen Evangelie, dat hun in zich heeft. — [669, 1472, 921, 1554]
paragraph: „Och neen," — [1211, 1747, 1272, 1759]
column-1 — [137, 148, 388, 2095]
